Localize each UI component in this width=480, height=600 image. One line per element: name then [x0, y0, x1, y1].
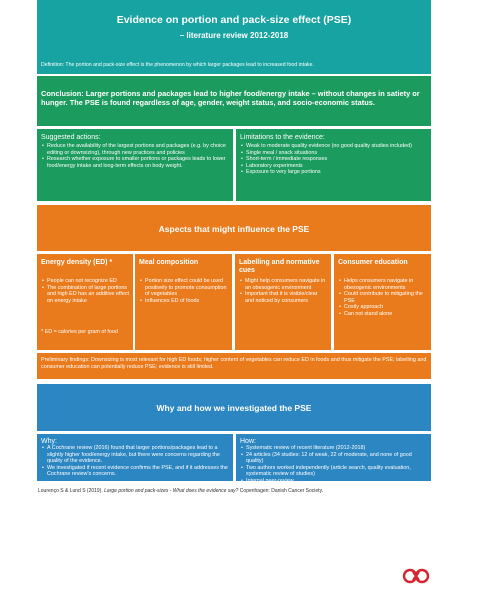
preliminary-findings-panel	[37, 353, 431, 379]
list-item: • Might help consumers navigate in an obesogenic environment	[239, 278, 327, 291]
limitations-heading: Limitations to the evidence:	[240, 134, 325, 141]
list-item: • People can not recognize ED	[41, 278, 129, 285]
list-item: • Laboratory experiments	[240, 163, 427, 170]
list-item: • Portion size effect could be used positively to promote consumption of vegetables	[139, 278, 228, 298]
list-item: • Exposure to very large portions	[240, 169, 427, 176]
infinity-knot-icon	[402, 568, 430, 584]
preliminary-findings-text: Preliminary findings: Downsizing is most relevant for high ED foods; higher content of vegetables can reduce ED in foods and thus mitigate the PSE; labelling and consumer education can potentially reduce PSE; evidence is still limited.	[41, 357, 427, 370]
how-list	[240, 445, 427, 485]
investigation-heading-panel	[37, 384, 431, 431]
aspect-labelling	[235, 254, 331, 350]
suggested-actions-panel	[37, 129, 233, 201]
list-item: • A Cochrane review (2016) found that larger portions/packages lead to a slightly higher food/energy intake, but there were concerns regarding the quality of the evidence.	[41, 445, 229, 465]
list-item: • Two authors worked independently (article search, quality evaluation, systematic review of studies)	[240, 465, 427, 478]
list-item: • Influences ED of foods	[139, 298, 228, 305]
aspect-title: Labelling and normative cues	[239, 259, 320, 274]
aspect-title: Consumer education	[338, 259, 408, 266]
aspect-list	[41, 278, 129, 304]
aspect-list	[139, 278, 228, 304]
page-title: Evidence on portion and pack-size effect (PSE)	[116, 14, 352, 26]
list-item: • The combination of large portions and high ED has an additive effect on energy intake	[41, 285, 129, 305]
aspect-list	[338, 278, 427, 318]
why-heading: Why:	[41, 438, 57, 445]
suggested-actions-heading: Suggested actions:	[41, 134, 101, 141]
list-item: • Important that it is visible/clear and noticed by consumers	[239, 291, 327, 304]
aspect-title: Energy density (ED) *	[41, 259, 113, 266]
why-panel	[37, 434, 233, 481]
aspects-heading-panel	[37, 205, 431, 251]
aspect-energy-density	[37, 254, 133, 350]
limitations-panel	[236, 129, 431, 201]
reference-title: Large portion and pack-sizes - What does the evidence say?	[104, 488, 239, 494]
how-heading: How:	[240, 438, 256, 445]
suggested-actions-list	[41, 143, 229, 169]
list-item: • Can not stand alone	[338, 311, 427, 318]
aspects-heading: Aspects that might influence the PSE	[158, 224, 310, 234]
aspect-consumer-education	[334, 254, 431, 350]
why-list	[41, 445, 229, 478]
list-item: • Research whether exposure to smaller portions or packages leads to lower food/energy intake and long-term effects on body weight.	[41, 156, 229, 169]
logo-svg	[402, 568, 430, 584]
list-item: • 24 articles (34 studies: 12 of weak, 22 of moderate, and none of good quality)	[240, 452, 427, 465]
list-item: • Helps consumers navigate in obesogenic environments	[338, 278, 427, 291]
list-item: • Could contribute to mitigating the PSE	[338, 291, 427, 304]
list-item: • Reduce the availability of the largest portions and packages (e.g. by choice editing or downsizing), through new practices and policies	[41, 143, 229, 156]
definition-text: Definition: The portion and pack-size effect is the phenomenon by which larger packages lead to increased food intake.	[41, 62, 314, 68]
list-item: • Costly approach	[338, 304, 427, 311]
list-item: • Single meal / snack situations	[240, 150, 427, 157]
limitations-list	[240, 143, 427, 176]
aspect-meal-composition	[135, 254, 232, 350]
page-subtitle: – literature review 2012-2018	[179, 31, 289, 40]
investigation-heading: Why and how we investigated the PSE	[156, 403, 312, 413]
list-item: • We investigated if recent evidence confirms the PSE, and if it addresses the Cochrane review's concerns.	[41, 465, 229, 478]
how-panel	[236, 434, 431, 484]
list-item: • Weak to moderate quality evidence (no good quality studies included)	[240, 143, 427, 150]
reference-citation	[38, 488, 458, 494]
list-item: • Short-term / immediate responses	[240, 156, 427, 163]
list-item: • Systematic review of recent literature (2012-2018)	[240, 445, 427, 452]
aspect-title: Meal composition	[139, 259, 199, 266]
reference-publisher: Copenhagen: Danish Cancer Society.	[239, 488, 324, 494]
aspect-list	[239, 278, 327, 304]
conclusion-panel	[37, 76, 431, 126]
reference-authors: Lourenço S & Lund S (2019).	[38, 488, 103, 494]
energy-density-note: * ED = calories per gram of food	[41, 329, 118, 335]
list-item: • Internal peer-review	[240, 478, 427, 485]
header-panel	[37, 0, 431, 74]
conclusion-text: Conclusion: Larger portions and packages lead to higher food/energy intake – without changes in satiety or hunger. The PSE is found regardless of age, gender, weight status, and socio-economic status.	[41, 89, 420, 107]
